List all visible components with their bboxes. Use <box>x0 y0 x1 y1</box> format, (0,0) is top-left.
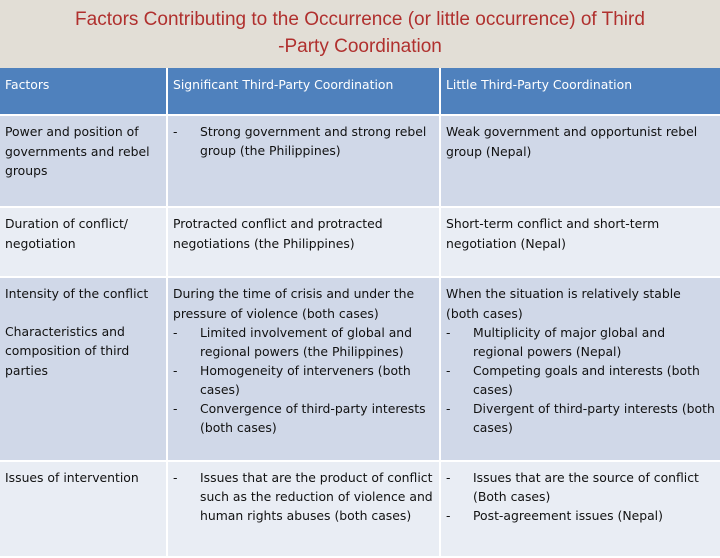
factor-cell: Issues of intervention <box>0 461 167 557</box>
title-line-2: -Party Coordination <box>278 36 442 57</box>
intro-text: During the time of crisis and under the pressure of violence (both cases) <box>173 286 415 321</box>
significant-cell <box>167 277 440 461</box>
table-header-row <box>0 68 720 115</box>
title-line-1: Factors Contributing to the Occurrence (or little occurrence) of Third <box>75 9 645 30</box>
little-cell: Short-term conflict and short-term negotiation (Nepal) <box>440 207 720 277</box>
bullet-item: - Issues that are the source of conflict (Both cases) <box>446 468 716 506</box>
bullet-item: - Convergence of third-party interests (both cases) <box>173 399 435 437</box>
little-cell <box>440 461 720 557</box>
header-significant: Significant Third-Party Coordination <box>167 68 440 115</box>
bullet-item: - Homogeneity of interveners (both cases) <box>173 361 435 399</box>
significant-cell: Protracted conflict and protracted negotiations (the Philippines) <box>167 207 440 277</box>
significant-cell <box>167 461 440 557</box>
table-row <box>0 277 720 461</box>
bullet-item: - Strong government and strong rebel group (the Philippines) <box>173 122 435 160</box>
bullet-item: - Issues that are the product of conflict such as the reduction of violence and human rights abuses (both cases) <box>173 468 435 525</box>
bullet-item: - Post-agreement issues (Nepal) <box>446 506 716 525</box>
intro-text: When the situation is relatively stable (both cases) <box>446 286 681 321</box>
little-cell <box>440 277 720 461</box>
factor-cell <box>0 277 167 461</box>
factor-cell: Duration of conflict/ negotiation <box>0 207 167 277</box>
factor-characteristics: Characteristics and composition of third parties <box>5 323 130 378</box>
significant-cell <box>167 115 440 207</box>
table-row <box>0 461 720 557</box>
factor-intensity: Intensity of the conflict <box>5 286 149 301</box>
page-title <box>0 0 720 68</box>
factors-table <box>0 68 720 558</box>
bullet-item: - Multiplicity of major global and regional powers (Nepal) <box>446 323 716 361</box>
bullet-item: - Competing goals and interests (both cases) <box>446 361 716 399</box>
table-row <box>0 115 720 207</box>
bullet-item: - Divergent of third-party interests (both cases) <box>446 399 716 437</box>
table-row <box>0 207 720 277</box>
header-little: Little Third-Party Coordination <box>440 68 720 115</box>
factor-cell: Power and position of governments and rebel groups <box>0 115 167 207</box>
header-factors: Factors <box>0 68 167 115</box>
bullet-item: - Limited involvement of global and regional powers (the Philippines) <box>173 323 435 361</box>
little-cell: Weak government and opportunist rebel group (Nepal) <box>440 115 720 207</box>
